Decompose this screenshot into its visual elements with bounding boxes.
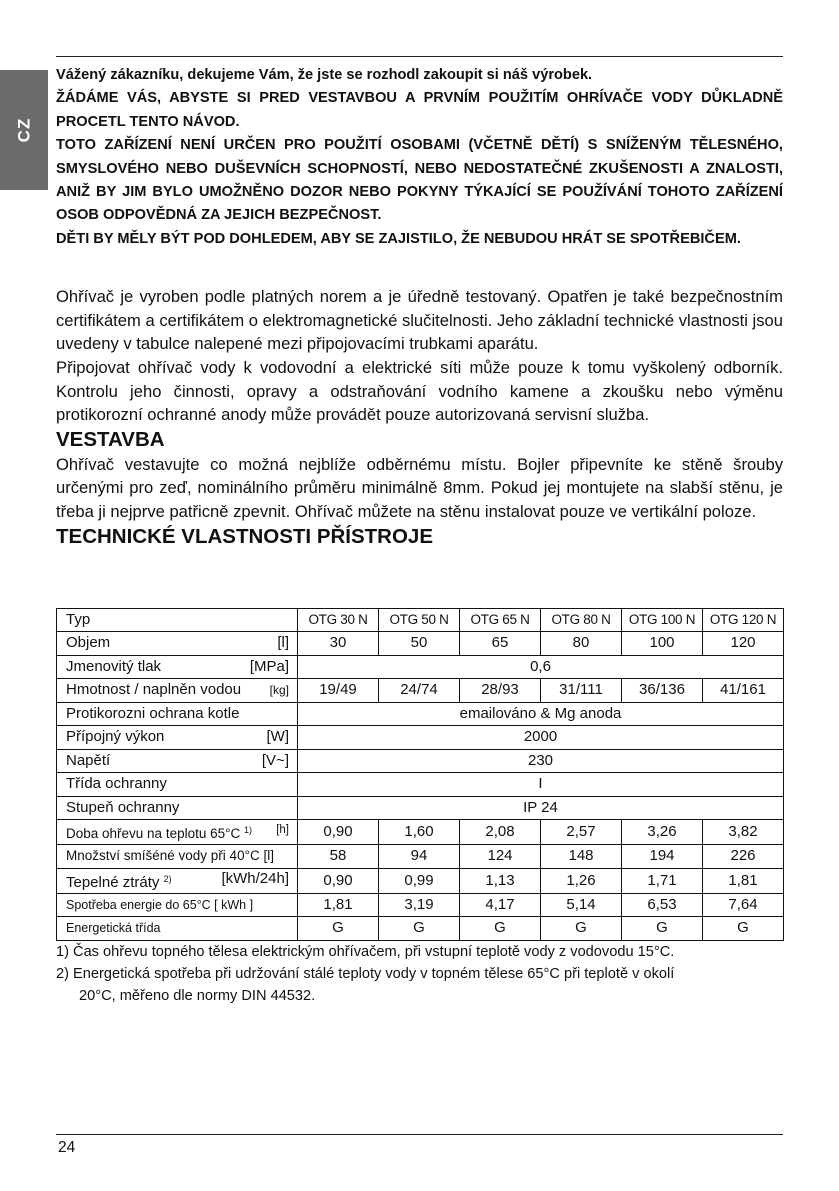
table-cell: 2000: [298, 726, 784, 750]
row-label-text: Doba ohřevu na teplotu 65°C: [66, 826, 241, 842]
model-header: OTG 65 N: [460, 608, 541, 632]
tech-heading: TECHNICKÉ VLASTNOSTI PŘÍSTROJE: [56, 524, 434, 548]
table-row-objem: [57, 632, 784, 656]
table-cell: 36/136: [622, 679, 703, 703]
footnote-ref: 2): [163, 873, 172, 884]
table-cell: 3,26: [622, 820, 703, 845]
table-cell: 1,13: [460, 868, 541, 893]
table-cell: 4,17: [460, 893, 541, 917]
intro-paragraph-1: Ohřívač je vyroben podle platných norem a je úředně testovaný. Opatřen je také bezpečnostním certifikátem a certifikátem o elektromagnetické slučitelnosti. Jeho základní technické vlastnosti jsou uvedeny v tabulce nalepené mezi připojovacími trubkami aparátu.: [56, 287, 783, 354]
footnotes: [56, 941, 783, 1007]
table-row-mnozstvi: [57, 845, 784, 869]
table-cell: 194: [622, 845, 703, 869]
model-header: OTG 50 N: [379, 608, 460, 632]
row-label: Množství smíšéné vody při 40°C [l]: [57, 845, 298, 869]
warning-greeting: Vážený zákazníku, dekujeme Vám, že jste se rozhodl zakoupit si náš výrobek.: [56, 67, 593, 83]
footnote-1: 1) Čas ohřevu topného tělesa elektrickým ohřívačem, při vstupní teplotě vody z vodovodu 15°C.: [56, 943, 675, 960]
table-row-tlak: [57, 655, 784, 679]
row-label: [57, 820, 298, 845]
table-cell: 7,64: [703, 893, 784, 917]
table-cell: 0,90: [298, 820, 379, 845]
vestavba-section: [56, 453, 783, 524]
table-cell: G: [541, 917, 622, 941]
footnote-ref: 1): [244, 825, 253, 836]
warning-read-manual: ŽÁDÁME VÁS, ABYSTE SI PRED VESTAVBOU A PRVNÍM POUŽITÍM OHRÍVAČE VODY DŮKLADNĚ PROCETL TENTO NÁVOD.: [56, 90, 783, 130]
row-unit: [h]: [276, 824, 289, 837]
table-row-napeti: [57, 749, 784, 773]
table-row-spotreba: [57, 893, 784, 917]
row-label: [57, 868, 298, 893]
row-unit: [kWh/24h]: [221, 869, 289, 887]
row-label: Typ: [57, 608, 298, 632]
row-unit: [MPa]: [249, 657, 289, 675]
table-row-stupen: [57, 796, 784, 820]
table-cell: 94: [379, 845, 460, 869]
table-cell: 41/161: [703, 679, 784, 703]
table-cell: G: [298, 917, 379, 941]
row-unit: [kg]: [269, 683, 289, 698]
table-cell: 3,82: [703, 820, 784, 845]
table-cell: 65: [460, 632, 541, 656]
warning-restricted-use: TOTO ZAŘÍZENÍ NENÍ URČEN PRO POUŽITÍ OSOBAMI (VČETNĚ DĚTÍ) S SNÍŽENÝM TĚLESNÉHO, SMYSLOVÉHO NEBO DUŠEVNÍCH SCHOPNOSTÍ, NEBO NEDOSTATEČNÉ ZKUŠENOSTI A ZNALOSTI, ANIŽ BY JIM BYLO UMOŽNĚNO DOZOR NEBO POKYNY TÝKAJÍCÍ SE POUŽÍVÁNÍ TOHOTO ZAŘÍZENÍ OSOB ODPOVĚDNÁ ZA JEJICH BEZPEČNOST.: [56, 137, 783, 224]
row-label: [57, 655, 298, 679]
table-cell: 1,81: [703, 868, 784, 893]
model-header: OTG 120 N: [703, 608, 784, 632]
page-number: 24: [58, 1139, 76, 1156]
table-row-vykon: [57, 726, 784, 750]
warning-block: [56, 64, 783, 251]
table-cell: 2,57: [541, 820, 622, 845]
table-row-typ: [57, 608, 784, 632]
table-cell: G: [703, 917, 784, 941]
table-row-doba: [57, 820, 784, 845]
table-cell: 6,53: [622, 893, 703, 917]
table-row-trida: [57, 773, 784, 797]
table-cell: 2,08: [460, 820, 541, 845]
table-cell: 5,14: [541, 893, 622, 917]
table-cell: 0,90: [298, 868, 379, 893]
row-unit: [V~]: [261, 751, 289, 769]
table-cell: 24/74: [379, 679, 460, 703]
table-cell: 230: [298, 749, 784, 773]
table-cell: 19/49: [298, 679, 379, 703]
row-label: [57, 679, 298, 703]
table-cell: 120: [703, 632, 784, 656]
table-cell: 124: [460, 845, 541, 869]
table-cell: 1,81: [298, 893, 379, 917]
table-row-ztraty: [57, 868, 784, 893]
language-tab-label: CZ: [13, 117, 33, 143]
row-label: [57, 749, 298, 773]
row-label: Stupeň ochranny: [57, 796, 298, 820]
table-cell: 100: [622, 632, 703, 656]
table-cell: 58: [298, 845, 379, 869]
table-cell: 80: [541, 632, 622, 656]
row-unit: [l]: [277, 634, 289, 652]
top-rule: [56, 56, 783, 57]
row-label-text: Přípojný výkon: [66, 728, 165, 746]
table-cell: 148: [541, 845, 622, 869]
table-row-energ: [57, 917, 784, 941]
row-label-text: Napětí: [66, 751, 111, 769]
table-cell: 31/111: [541, 679, 622, 703]
table-cell: I: [298, 773, 784, 797]
row-label-text: Hmotnost / naplněn vodou: [66, 681, 242, 699]
table-cell: emailováno & Mg anoda: [298, 702, 784, 726]
language-tab: [0, 70, 48, 190]
table-cell: 30: [298, 632, 379, 656]
table-cell: G: [622, 917, 703, 941]
model-header: OTG 100 N: [622, 608, 703, 632]
table-cell: IP 24: [298, 796, 784, 820]
row-unit: [W]: [266, 728, 289, 746]
table-cell: 0,6: [298, 655, 784, 679]
row-label: Protikorozni ochrana kotle: [57, 702, 298, 726]
intro-section: [56, 285, 783, 427]
intro-paragraph-2: Připojovat ohřívač vody k vodovodní a elektrické síti může pouze k tomu vyškolený odborník. Kontrolu jeho činnosti, opravy a odstraňování vodního kamene a zkoušku nebo výměnu protikorozní ochranné anody může provádět pouze autorizovaná servisní služba.: [56, 358, 783, 425]
bottom-rule: [56, 1134, 783, 1135]
table-cell: 50: [379, 632, 460, 656]
table-cell: 0,99: [379, 868, 460, 893]
model-header: OTG 80 N: [541, 608, 622, 632]
row-label: Spotřeba energie do 65°C [ kWh ]: [57, 893, 298, 917]
table-cell: 226: [703, 845, 784, 869]
footnote-2: 2) Energetická spotřeba při udržování stálé teploty vody v topném tělese 65°C při teplotě v okolí: [56, 965, 675, 982]
table-cell: 1,71: [622, 868, 703, 893]
table-cell: 3,19: [379, 893, 460, 917]
warning-children: DĚTI BY MĚLY BÝT POD DOHLEDEM, ABY SE ZAJISTILO, ŽE NEBUDOU HRÁT SE SPOTŘEBIČEM.: [56, 230, 741, 247]
vestavba-heading: VESTAVBA: [56, 427, 165, 451]
row-label-text: Tepelné ztráty: [66, 873, 160, 891]
table-row-ochrana: [57, 702, 784, 726]
tech-spec-table: [56, 608, 784, 941]
row-label: [57, 726, 298, 750]
row-label: Třída ochranny: [57, 773, 298, 797]
table-cell: 1,26: [541, 868, 622, 893]
table-cell: G: [460, 917, 541, 941]
model-header: OTG 30 N: [298, 608, 379, 632]
table-row-hmotnost: [57, 679, 784, 703]
row-label: [57, 632, 298, 656]
table-cell: 1,60: [379, 820, 460, 845]
page-content: [56, 64, 783, 1007]
table-cell: G: [379, 917, 460, 941]
vestavba-paragraph: Ohřívač vestavujte co možná nejblíže odběrnému místu. Bojler připevníte ke stěně šrouby určenými pro zeď, nominálního průměru minimálně 8mm. Pokud jej montujete na slabší stěnu, je třeba ji nejprve patřicně zpevnit. Ohřívač můžete na stěnu instalovat pouze ve vertikální poloze.: [56, 454, 783, 521]
row-label-text: Objem: [66, 634, 111, 652]
row-label-text: Jmenovitý tlak: [66, 657, 162, 675]
footnote-2-continued: 20°C, měřeno dle normy DIN 44532.: [79, 987, 316, 1004]
table-cell: 28/93: [460, 679, 541, 703]
row-label: Energetická třída: [57, 917, 298, 941]
